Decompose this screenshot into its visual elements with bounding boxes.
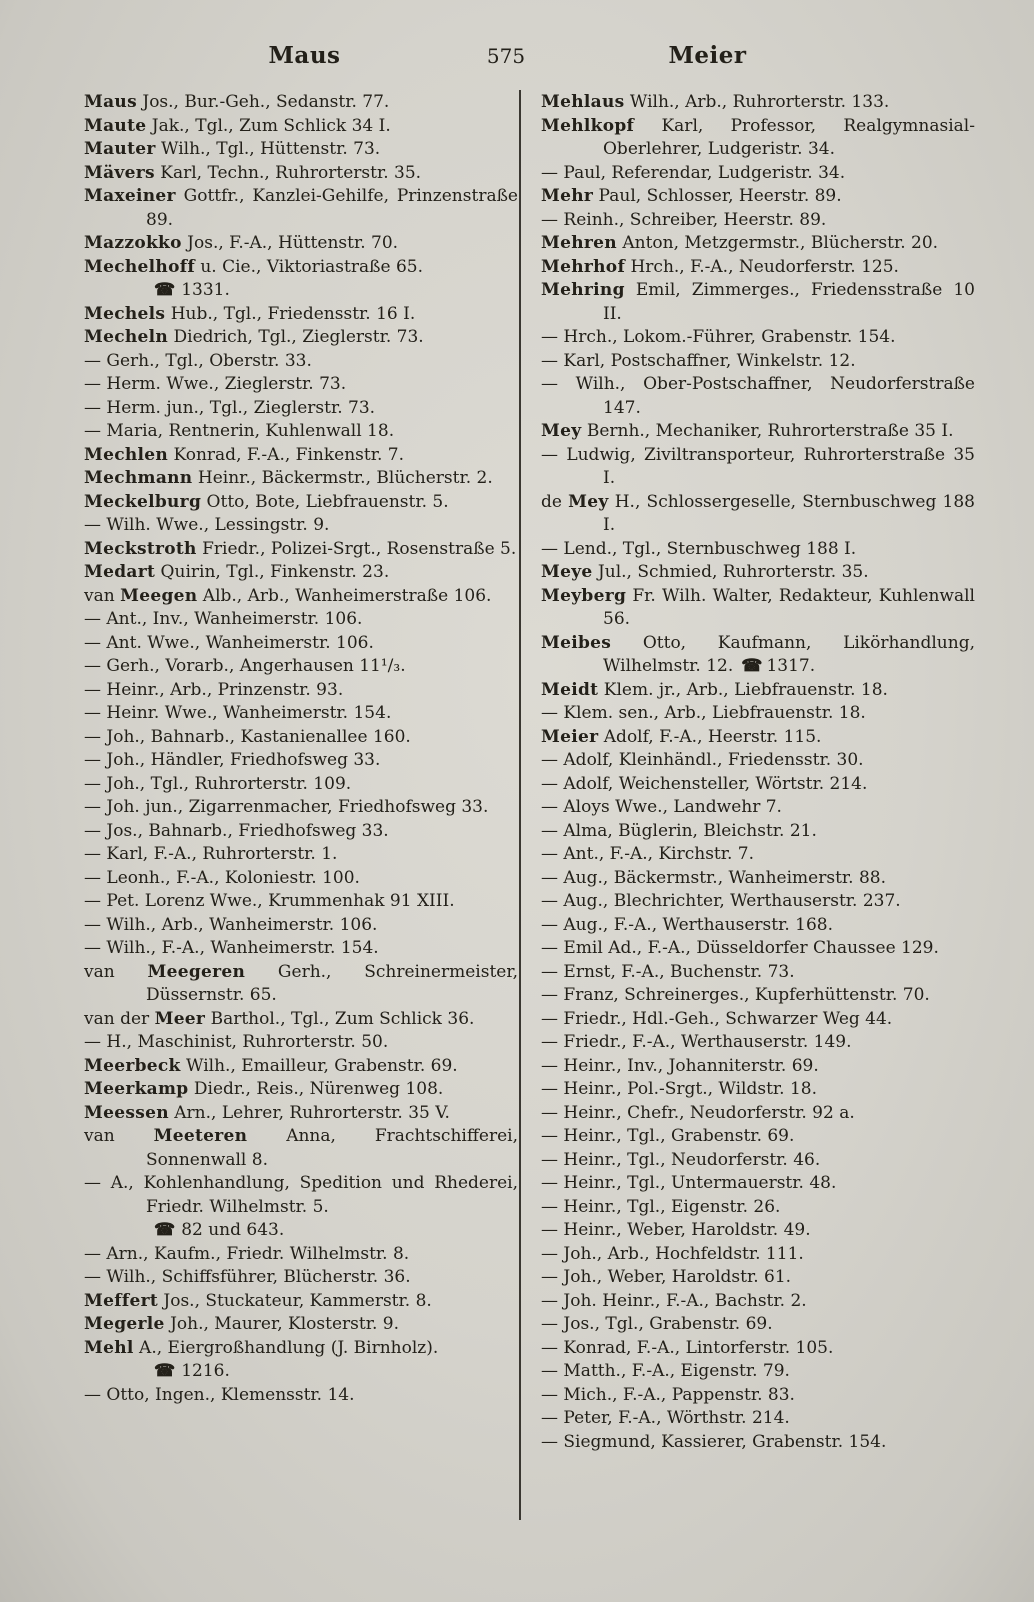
directory-entry: van Meegeren Gerh., Schreinermeister, Düssernstr. 65. — [84, 961, 518, 1005]
directory-entry: Mecheln Diedrich, Tgl., Zieglerstr. 73. — [84, 327, 424, 347]
entry-surname: Meegen — [120, 585, 198, 606]
directory-entry: Mävers Karl, Techn., Ruhrorterstr. 35. — [84, 162, 422, 183]
directory-entry: — Jos., Tgl., Grabenstr. 69. — [541, 1314, 773, 1334]
directory-entry: — Friedr., F.-A., Werthauserstr. 149. — [541, 1032, 852, 1052]
directory-entry: — Joh. jun., Zigarrenmacher, Friedhofsweg 33. — [84, 797, 489, 817]
entry-surname: Meessen — [84, 1102, 169, 1123]
entry-surname: Mehl — [84, 1337, 134, 1358]
entry-surname: Meeteren — [153, 1126, 248, 1146]
entry-surname: Meer — [154, 1008, 206, 1029]
directory-entry: — Konrad, F.-A., Lintorferstr. 105. — [541, 1337, 834, 1358]
entry-surname: Meibes — [541, 632, 612, 653]
directory-entry: — Maria, Rentnerin, Kuhlenwall 18. — [84, 421, 395, 441]
entry-surname: Meegeren — [147, 961, 246, 982]
directory-entry: — Gerh., Vorarb., Angerhausen 11¹/₃. — [84, 656, 406, 676]
directory-entry: — Paul, Referendar, Ludgeristr. 34. — [541, 162, 846, 183]
directory-entry: van Meegen Alb., Arb., Wanheimerstraße 106. — [84, 585, 492, 606]
directory-entry: — Heinr., Tgl., Grabenstr. 69. — [541, 1126, 795, 1146]
directory-entry: van der Meer Barthol., Tgl., Zum Schlick 36. — [84, 1008, 475, 1029]
directory-entry: — H., Maschinist, Ruhrorterstr. 50. — [84, 1032, 389, 1052]
directory-entry: — Joh., Weber, Haroldstr. 61. — [541, 1267, 792, 1287]
entry-surname: Mecheln — [84, 327, 169, 347]
directory-entry: — Joh., Tgl., Ruhrorterstr. 109. — [84, 773, 352, 794]
directory-entry: — Heinr., Inv., Johanniterstr. 69. — [541, 1055, 819, 1076]
directory-entry: Mehring Emil, Zimmerges., Friedensstraße 10 II. — [541, 280, 975, 324]
directory-entry: — Wilh., Arb., Wanheimerstr. 106. — [84, 914, 378, 935]
entry-surname: Maxeiner — [84, 186, 176, 206]
directory-entry: — Aug., Blechrichter, Werthauserstr. 237. — [541, 891, 901, 911]
phone-line — [146, 279, 518, 303]
directory-entry: — Karl, F.-A., Ruhrorterstr. 1. — [84, 844, 338, 864]
entry-surname: Meidt — [541, 679, 599, 700]
directory-entry: Mechelhoff u. Cie., Viktoriastraße 65. ☎ 1331. — [84, 256, 518, 303]
directory-entry: Mechels Hub., Tgl., Friedensstr. 16 I. — [84, 303, 416, 324]
directory-entry: — Aug., F.-A., Werthauserstr. 168. — [541, 914, 834, 935]
directory-entry: Mechlen Konrad, F.-A., Finkenstr. 7. — [84, 444, 404, 465]
entry-surname: Meier — [541, 726, 599, 747]
directory-entry: Mehlkopf Karl, Professor, Realgymnasial-Oberlehrer, Ludgeristr. 34. — [541, 115, 975, 159]
directory-entry: Meerkamp Diedr., Reis., Nürenweg 108. — [84, 1079, 444, 1099]
directory-entry: Meckelburg Otto, Bote, Liebfrauenstr. 5. — [84, 491, 449, 512]
directory-entry: — Matth., F.-A., Eigenstr. 79. — [541, 1361, 790, 1381]
directory-entry: — Mich., F.-A., Pappenstr. 83. — [541, 1384, 795, 1405]
directory-entry: Mey Bernh., Mechaniker, Ruhrorterstraße 35 I. — [541, 421, 954, 441]
entry-surname: Mävers — [84, 162, 155, 183]
phone-number: 1216. — [181, 1361, 230, 1381]
column-left — [84, 91, 518, 1407]
directory-entry: — Jos., Bahnarb., Friedhofsweg 33. — [84, 820, 389, 841]
directory-entry: — Arn., Kaufm., Friedr. Wilhelmstr. 8. — [84, 1243, 410, 1264]
entry-surname: Mehlaus — [541, 92, 625, 112]
directory-entry: Mehr Paul, Schlosser, Heerstr. 89. — [541, 186, 842, 206]
directory-entry: — Franz, Schreinerges., Kupferhüttenstr. 70. — [541, 985, 930, 1005]
column-right — [541, 91, 975, 1454]
entry-surname: Mechelhoff — [84, 256, 195, 277]
entry-surname: Mehrhof — [541, 256, 626, 277]
directory-entry: — Klem. sen., Arb., Liebfrauenstr. 18. — [541, 703, 866, 723]
column-divider — [519, 90, 521, 1520]
entry-surname: Meckelburg — [84, 491, 202, 512]
directory-entry: Mehl A., Eiergroßhandlung (J. Birnholz). ☎ 1216. — [84, 1337, 518, 1384]
directory-entry: — Aug., Bäckermstr., Wanheimerstr. 88. — [541, 867, 886, 888]
directory-entry: — Leonh., F.-A., Koloniestr. 100. — [84, 867, 360, 888]
directory-entry: — Alma, Büglerin, Bleichstr. 21. — [541, 820, 817, 841]
entry-surname: Mazzokko — [84, 233, 182, 253]
phone-line — [146, 1219, 518, 1243]
entry-surname: Meckstroth — [84, 538, 197, 559]
directory-entry: Meibes Otto, Kaufmann, Likörhandlung, Wilhelmstr. 12. ☎ 1317. — [541, 632, 975, 676]
entry-surname: Mehr — [541, 186, 594, 206]
directory-entry: — Heinr., Arb., Prinzenstr. 93. — [84, 679, 344, 700]
directory-entry: — Heinr., Tgl., Neudorferstr. 46. — [541, 1149, 821, 1170]
telephone-icon: ☎ — [154, 1361, 176, 1381]
directory-entry: Meessen Arn., Lehrer, Ruhrorterstr. 35 V. — [84, 1102, 450, 1123]
directory-entry: — Wilh., Ober-Postschaffner, Neudorferstraße 147. — [541, 374, 975, 418]
directory-entry: — Aloys Wwe., Landwehr 7. — [541, 797, 782, 817]
directory-entry: — Adolf, Kleinhändl., Friedensstr. 30. — [541, 750, 864, 770]
directory-entry: — Ant., F.-A., Kirchstr. 7. — [541, 844, 755, 864]
directory-entry: Meckstroth Friedr., Polizei-Srgt., Rosenstraße 5. — [84, 538, 517, 559]
directory-entry: Mehrhof Hrch., F.-A., Neudorferstr. 125. — [541, 256, 899, 277]
directory-entry: — Wilh., F.-A., Wanheimerstr. 154. — [84, 938, 379, 958]
directory-entry: — Reinh., Schreiber, Heerstr. 89. — [541, 209, 827, 230]
directory-entry: Meier Adolf, F.-A., Heerstr. 115. — [541, 726, 822, 747]
directory-entry: Maus Jos., Bur.-Geh., Sedanstr. 77. — [84, 92, 390, 112]
directory-entry: Meffert Jos., Stuckateur, Kammerstr. 8. — [84, 1290, 432, 1311]
directory-entry: — Gerh., Tgl., Oberstr. 33. — [84, 350, 312, 371]
phone-entry-inline — [733, 656, 815, 676]
directory-entry: — Wilh. Wwe., Lessingstr. 9. — [84, 515, 330, 535]
entry-surname: Maus — [84, 92, 137, 112]
directory-entry: — Ant., Inv., Wanheimerstr. 106. — [84, 609, 363, 629]
directory-entry: — Ant. Wwe., Wanheimerstr. 106. — [84, 632, 374, 653]
directory-entry: Mehlaus Wilh., Arb., Ruhrorterstr. 133. — [541, 92, 890, 112]
directory-entry: Maxeiner Gottfr., Kanzlei-Gehilfe, Prinzenstraße 89. — [84, 186, 518, 230]
page-number: 575 — [486, 44, 526, 68]
entry-surname: Meyberg — [541, 585, 627, 606]
telephone-icon: ☎ — [154, 280, 176, 300]
directory-entry: — Joh. Heinr., F.-A., Bachstr. 2. — [541, 1290, 807, 1311]
directory-entry: Meerbeck Wilh., Emailleur, Grabenstr. 69. — [84, 1055, 458, 1076]
directory-entry: — Heinr., Chefr., Neudorferstr. 92 a. — [541, 1102, 855, 1123]
directory-entry: — Herm. Wwe., Zieglerstr. 73. — [84, 374, 347, 394]
phone-number: 1331. — [181, 280, 230, 300]
directory-entry: — Friedr., Hdl.-Geh., Schwarzer Weg 44. — [541, 1008, 893, 1029]
entry-name-prefix: van der — [84, 1008, 155, 1029]
directory-entry: Meyberg Fr. Wilh. Walter, Redakteur, Kuhlenwall 56. — [541, 585, 975, 629]
directory-entry: — Joh., Arb., Hochfeldstr. 111. — [541, 1243, 804, 1264]
entry-name-prefix: de — [541, 491, 569, 512]
page-header — [84, 42, 948, 69]
directory-entry: — Emil Ad., F.-A., Düsseldorfer Chaussee 129. — [541, 938, 939, 958]
directory-entry: — Heinr., Pol.-Srgt., Wildstr. 18. — [541, 1079, 818, 1099]
directory-entry: Meidt Klem. jr., Arb., Liebfrauenstr. 18. — [541, 679, 888, 700]
entry-surname: Meffert — [84, 1290, 158, 1311]
directory-entry: — Herm. jun., Tgl., Zieglerstr. 73. — [84, 397, 376, 418]
directory-entry: — Peter, F.-A., Wörthstr. 214. — [541, 1408, 790, 1428]
entry-name-prefix: van — [84, 961, 148, 982]
entry-surname: Mehren — [541, 233, 617, 253]
entry-surname: Mey — [541, 421, 582, 441]
directory-entry: — Ludwig, Ziviltransporteur, Ruhrorterstraße 35 I. — [541, 444, 975, 488]
directory-entry: Maute Jak., Tgl., Zum Schlick 34 I. — [84, 115, 391, 136]
directory-entry: de Mey H., Schlossergeselle, Sternbuschweg 188 I. — [541, 491, 975, 535]
entry-surname: Mehring — [541, 280, 625, 300]
directory-entry: — Wilh., Schiffsführer, Blücherstr. 36. — [84, 1267, 411, 1287]
directory-entry: — Adolf, Weichensteller, Wörtstr. 214. — [541, 773, 868, 794]
directory-entry: Mazzokko Jos., F.-A., Hüttenstr. 70. — [84, 233, 399, 253]
entry-surname: Mehlkopf — [541, 115, 635, 136]
directory-entry: Mehren Anton, Metzgermstr., Blücherstr. 20. — [541, 233, 939, 253]
directory-entry: — Otto, Ingen., Klemensstr. 14. — [84, 1384, 355, 1405]
directory-entry: — Heinr., Tgl., Untermauerstr. 48. — [541, 1173, 837, 1193]
header-right-word: Meier — [668, 42, 747, 69]
directory-entry: — Heinr. Wwe., Wanheimerstr. 154. — [84, 703, 392, 723]
directory-entry: Mauter Wilh., Tgl., Hüttenstr. 73. — [84, 139, 381, 159]
directory-entry: — Hrch., Lokom.-Führer, Grabenstr. 154. — [541, 327, 896, 347]
entry-surname: Meye — [541, 562, 593, 582]
telephone-icon: ☎ — [154, 1220, 176, 1240]
phone-number: 82 und 643. — [181, 1220, 285, 1240]
entry-name-prefix: van — [84, 1126, 154, 1146]
directory-entry: Megerle Joh., Maurer, Klosterstr. 9. — [84, 1314, 399, 1334]
directory-entry: — Ernst, F.-A., Buchenstr. 73. — [541, 961, 795, 982]
directory-entry: — Karl, Postschaffner, Winkelstr. 12. — [541, 350, 856, 371]
directory-entry: — Pet. Lorenz Wwe., Krummenhak 91 XIII. — [84, 891, 455, 911]
directory-entry: Medart Quirin, Tgl., Finkenstr. 23. — [84, 562, 390, 582]
entry-surname: Mey — [568, 491, 609, 512]
directory-entry: — Heinr., Tgl., Eigenstr. 26. — [541, 1196, 781, 1217]
entry-surname: Mechlen — [84, 444, 169, 465]
header-left-word: Maus — [268, 42, 341, 69]
entry-surname: Mechmann — [84, 468, 193, 488]
entry-surname: Meerbeck — [84, 1055, 181, 1076]
phone-number: 1317. — [766, 656, 816, 676]
entry-surname: Mechels — [84, 303, 166, 324]
telephone-icon: ☎ — [741, 656, 763, 676]
entry-surname: Meerkamp — [84, 1079, 189, 1099]
directory-entry: van Meeteren Anna, Frachtschifferei, Sonnenwall 8. — [84, 1126, 518, 1170]
entry-surname: Megerle — [84, 1314, 165, 1334]
directory-entry: — Joh., Händler, Friedhofsweg 33. — [84, 750, 381, 770]
directory-entry: — Siegmund, Kassierer, Grabenstr. 154. — [541, 1431, 887, 1452]
directory-entry: — Joh., Bahnarb., Kastanienallee 160. — [84, 726, 411, 747]
directory-entry: — A., Kohlenhandlung, Spedition und Rhederei, Friedr. Wilhelmstr. 5. ☎ 82 und 643. — [84, 1172, 518, 1243]
entry-surname: Maute — [84, 115, 147, 136]
directory-entry: Meye Jul., Schmied, Ruhrorterstr. 35. — [541, 562, 869, 582]
directory-entry: — Heinr., Weber, Haroldstr. 49. — [541, 1220, 811, 1240]
directory-entry: — Lend., Tgl., Sternbuschweg 188 I. — [541, 538, 857, 559]
entry-surname: Mauter — [84, 139, 156, 159]
phone-line — [146, 1360, 518, 1384]
entry-surname: Medart — [84, 562, 156, 582]
directory-entry: Mechmann Heinr., Bäckermstr., Blücherstr. 2. — [84, 468, 493, 488]
entry-name-prefix: van — [84, 585, 121, 606]
